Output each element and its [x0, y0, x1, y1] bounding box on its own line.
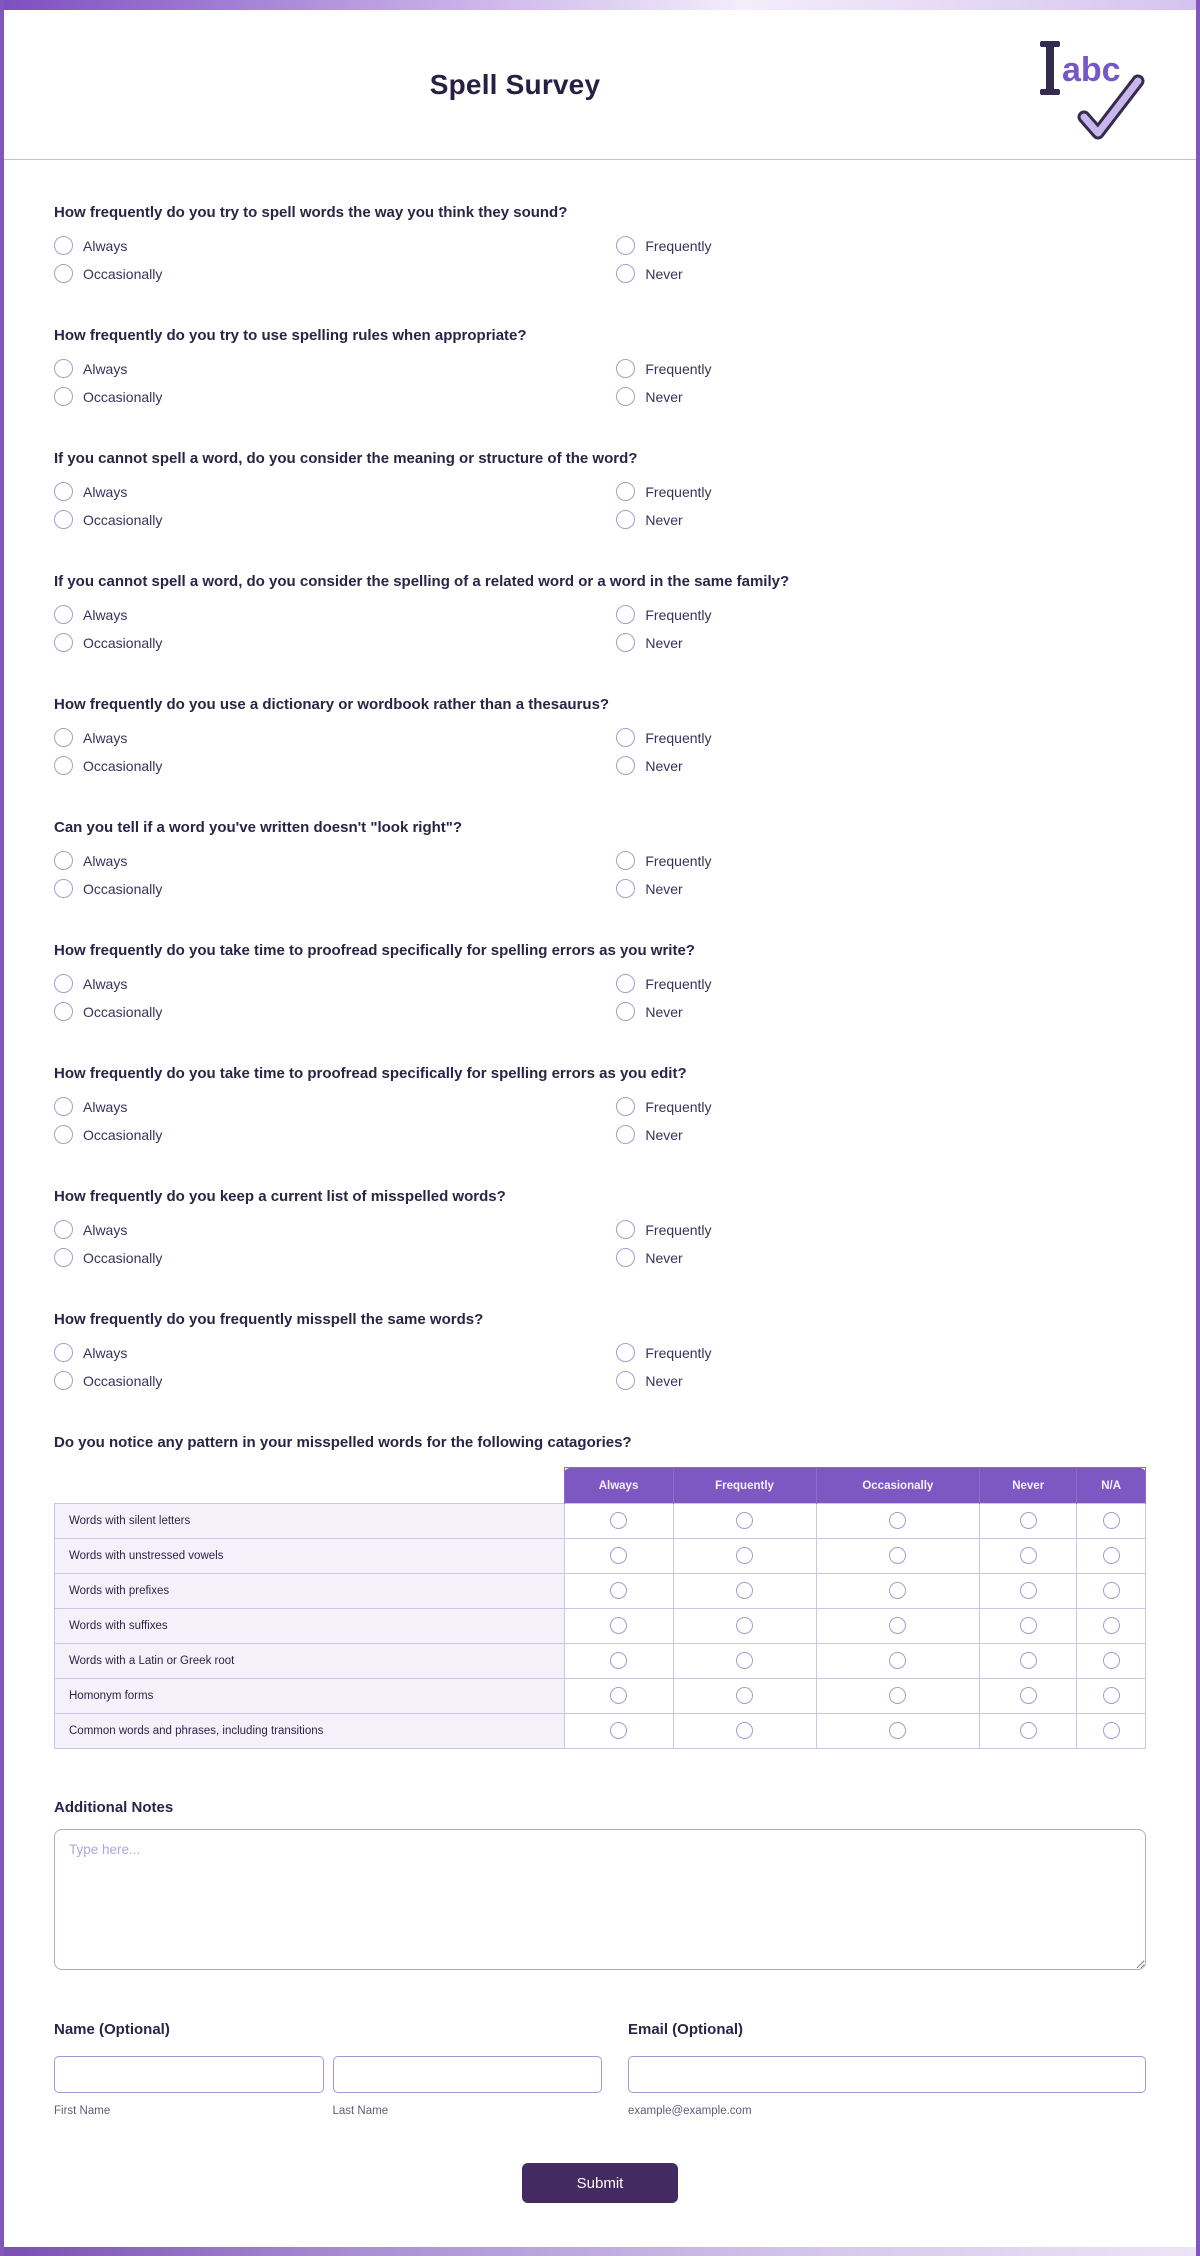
radio-icon[interactable] — [616, 1248, 635, 1267]
radio-option-never[interactable] — [616, 510, 1146, 529]
radio-option-label: Always — [83, 852, 128, 869]
radio-icon[interactable] — [1020, 1652, 1037, 1669]
radio-option-never[interactable] — [616, 633, 1146, 652]
matrix-corner-cell — [55, 1468, 565, 1504]
matrix-radio-cell-never[interactable] — [980, 1574, 1077, 1609]
question-block — [54, 573, 1146, 652]
contact-fields-row — [54, 2021, 1146, 2117]
question-options — [54, 359, 1146, 406]
matrix-radio-cell-na[interactable] — [1077, 1539, 1146, 1574]
matrix-column-header: Always — [564, 1468, 673, 1504]
radio-icon[interactable] — [1020, 1512, 1037, 1529]
radio-icon[interactable] — [1020, 1617, 1037, 1634]
radio-option-frequently[interactable] — [616, 236, 1146, 255]
radio-option-never[interactable] — [616, 1002, 1146, 1021]
radio-icon[interactable] — [1020, 1687, 1037, 1704]
radio-option-label: Frequently — [645, 1344, 712, 1361]
matrix-radio-cell-always[interactable] — [564, 1714, 673, 1749]
radio-icon[interactable] — [616, 879, 635, 898]
radio-icon[interactable] — [736, 1617, 753, 1634]
matrix-row-label: Words with a Latin or Greek root — [55, 1644, 565, 1679]
matrix-row — [55, 1714, 1146, 1749]
question-text: How frequently do you use a dictionary or wordbook rather than a thesaurus? — [54, 696, 610, 713]
radio-icon[interactable] — [54, 1220, 73, 1239]
radio-option-label: Never — [645, 388, 683, 405]
radio-option-never[interactable] — [616, 387, 1146, 406]
radio-option-never[interactable] — [616, 879, 1146, 898]
email-field-label: Email (Optional) — [628, 2021, 744, 2038]
radio-icon[interactable] — [610, 1687, 627, 1704]
question-options — [54, 605, 1146, 652]
radio-icon[interactable] — [736, 1722, 753, 1739]
question-text: How frequently do you keep a current list of misspelled words? — [54, 1188, 506, 1205]
matrix-radio-cell-na[interactable] — [1077, 1644, 1146, 1679]
matrix-radio-cell-frequently[interactable] — [673, 1504, 816, 1539]
matrix-row-label: Words with suffixes — [55, 1609, 565, 1644]
matrix-radio-cell-frequently[interactable] — [673, 1539, 816, 1574]
radio-icon[interactable] — [1103, 1687, 1120, 1704]
radio-icon[interactable] — [54, 605, 73, 624]
radio-icon[interactable] — [54, 633, 73, 652]
first-name-input[interactable] — [54, 2056, 324, 2093]
radio-icon[interactable] — [616, 1097, 635, 1116]
radio-option-always[interactable] — [54, 1220, 616, 1239]
matrix-row — [55, 1609, 1146, 1644]
radio-icon[interactable] — [736, 1687, 753, 1704]
radio-option-occasionally[interactable] — [54, 264, 616, 283]
radio-option-always[interactable] — [54, 1343, 616, 1362]
radio-option-frequently[interactable] — [616, 359, 1146, 378]
radio-icon[interactable] — [610, 1722, 627, 1739]
radio-option-always[interactable] — [54, 359, 616, 378]
radio-icon[interactable] — [54, 756, 73, 775]
question-block — [54, 942, 1146, 1021]
radio-icon[interactable] — [616, 851, 635, 870]
radio-icon[interactable] — [616, 1371, 635, 1390]
radio-option-always[interactable] — [54, 1097, 616, 1116]
radio-icon[interactable] — [54, 359, 73, 378]
matrix-column-header: Occasionally — [816, 1468, 980, 1504]
radio-icon[interactable] — [616, 728, 635, 747]
radio-option-frequently[interactable] — [616, 1343, 1146, 1362]
radio-option-label: Never — [645, 1249, 683, 1266]
question-block — [54, 450, 1146, 529]
radio-option-label: Frequently — [645, 237, 712, 254]
matrix-radio-cell-frequently[interactable] — [673, 1574, 816, 1609]
radio-option-label: Frequently — [645, 360, 712, 377]
survey-body — [4, 160, 1196, 2235]
radio-icon[interactable] — [616, 264, 635, 283]
radio-icon[interactable] — [889, 1512, 906, 1529]
matrix-radio-cell-never[interactable] — [980, 1609, 1077, 1644]
radio-option-never[interactable] — [616, 1125, 1146, 1144]
matrix-radio-cell-frequently[interactable] — [673, 1714, 816, 1749]
radio-option-label: Never — [645, 880, 683, 897]
radio-option-label: Occasionally — [83, 880, 163, 897]
radio-option-label: Always — [83, 360, 128, 377]
radio-option-always[interactable] — [54, 482, 616, 501]
matrix-row-label: Words with unstressed vowels — [55, 1539, 565, 1574]
radio-option-occasionally[interactable] — [54, 1248, 616, 1267]
matrix-radio-cell-frequently[interactable] — [673, 1679, 816, 1714]
email-sublabel: example@example.com — [628, 2105, 752, 2117]
additional-notes-label: Additional Notes — [54, 1799, 174, 1816]
radio-icon[interactable] — [889, 1582, 906, 1599]
radio-option-label: Never — [645, 757, 683, 774]
matrix-column-header: N/A — [1077, 1468, 1146, 1504]
abc-spellcheck-icon — [1026, 29, 1166, 147]
question-options — [54, 1343, 1146, 1390]
matrix-radio-cell-always[interactable] — [564, 1609, 673, 1644]
radio-icon[interactable] — [1020, 1547, 1037, 1564]
radio-icon[interactable] — [616, 974, 635, 993]
radio-option-occasionally[interactable] — [54, 1371, 616, 1390]
radio-option-always[interactable] — [54, 851, 616, 870]
question-text: How frequently do you frequently misspell the same words? — [54, 1311, 484, 1328]
radio-option-label: Occasionally — [83, 634, 163, 651]
matrix-radio-cell-always[interactable] — [564, 1504, 673, 1539]
question-block — [54, 204, 1146, 283]
radio-option-label: Occasionally — [83, 1372, 163, 1389]
radio-option-label: Always — [83, 1098, 128, 1115]
matrix-row — [55, 1504, 1146, 1539]
radio-icon[interactable] — [54, 1343, 73, 1362]
matrix-row-label: Words with prefixes — [55, 1574, 565, 1609]
question-text: How frequently do you take time to proofread specifically for spelling errors as you write? — [54, 942, 695, 959]
matrix-radio-cell-na[interactable] — [1077, 1679, 1146, 1714]
matrix-radio-cell-na[interactable] — [1077, 1714, 1146, 1749]
radio-icon[interactable] — [1103, 1722, 1120, 1739]
matrix-radio-cell-occasionally[interactable] — [816, 1714, 980, 1749]
radio-option-occasionally[interactable] — [54, 1125, 616, 1144]
radio-icon[interactable] — [889, 1617, 906, 1634]
matrix-radio-cell-na[interactable] — [1077, 1609, 1146, 1644]
radio-option-label: Frequently — [645, 483, 712, 500]
radio-icon[interactable] — [616, 605, 635, 624]
radio-icon[interactable] — [736, 1652, 753, 1669]
radio-icon[interactable] — [54, 264, 73, 283]
matrix-question-text: Do you notice any pattern in your misspelled words for the following catagories? — [54, 1434, 632, 1451]
radio-icon[interactable] — [616, 387, 635, 406]
question-text: How frequently do you try to use spelling rules when appropriate? — [54, 327, 527, 344]
radio-option-never[interactable] — [616, 756, 1146, 775]
radio-icon[interactable] — [54, 974, 73, 993]
matrix-radio-cell-never[interactable] — [980, 1539, 1077, 1574]
question-options — [54, 728, 1146, 775]
radio-icon[interactable] — [54, 387, 73, 406]
question-options — [54, 1097, 1146, 1144]
matrix-radio-cell-frequently[interactable] — [673, 1609, 816, 1644]
name-field-label: Name (Optional) — [54, 2021, 170, 2038]
radio-icon[interactable] — [610, 1547, 627, 1564]
radio-option-never[interactable] — [616, 1371, 1146, 1390]
radio-option-label: Occasionally — [83, 1126, 163, 1143]
matrix-row-label: Words with silent letters — [55, 1504, 565, 1539]
radio-option-label: Frequently — [645, 1221, 712, 1238]
matrix-radio-cell-occasionally[interactable] — [816, 1539, 980, 1574]
matrix-radio-cell-never[interactable] — [980, 1714, 1077, 1749]
radio-icon[interactable] — [736, 1512, 753, 1529]
radio-icon[interactable] — [889, 1722, 906, 1739]
radio-icon[interactable] — [616, 756, 635, 775]
radio-option-frequently[interactable] — [616, 851, 1146, 870]
radio-icon[interactable] — [616, 359, 635, 378]
radio-icon[interactable] — [616, 1125, 635, 1144]
matrix-row — [55, 1644, 1146, 1679]
matrix-table — [54, 1467, 1146, 1749]
radio-option-always[interactable] — [54, 728, 616, 747]
question-block — [54, 819, 1146, 898]
radio-option-frequently[interactable] — [616, 728, 1146, 747]
radio-icon[interactable] — [736, 1547, 753, 1564]
radio-option-label: Always — [83, 975, 128, 992]
submit-button[interactable]: Submit — [522, 2163, 678, 2203]
radio-icon[interactable] — [616, 633, 635, 652]
radio-icon[interactable] — [1103, 1547, 1120, 1564]
matrix-radio-cell-occasionally[interactable] — [816, 1504, 980, 1539]
radio-icon[interactable] — [616, 236, 635, 255]
question-block — [54, 696, 1146, 775]
radio-icon[interactable] — [54, 851, 73, 870]
radio-option-label: Frequently — [645, 975, 712, 992]
radio-option-frequently[interactable] — [616, 974, 1146, 993]
matrix-radio-cell-always[interactable] — [564, 1539, 673, 1574]
radio-icon[interactable] — [610, 1582, 627, 1599]
matrix-column-header: Never — [980, 1468, 1077, 1504]
radio-option-occasionally[interactable] — [54, 1002, 616, 1021]
radio-icon[interactable] — [54, 879, 73, 898]
radio-icon[interactable] — [54, 1371, 73, 1390]
radio-option-occasionally[interactable] — [54, 756, 616, 775]
radio-option-label: Occasionally — [83, 757, 163, 774]
radio-icon[interactable] — [736, 1582, 753, 1599]
radio-icon[interactable] — [616, 510, 635, 529]
radio-icon[interactable] — [54, 236, 73, 255]
question-text: Can you tell if a word you've written doesn't "look right"? — [54, 819, 463, 836]
radio-icon[interactable] — [54, 1248, 73, 1267]
radio-icon[interactable] — [1103, 1652, 1120, 1669]
radio-option-never[interactable] — [616, 1248, 1146, 1267]
question-options — [54, 1220, 1146, 1267]
submit-row — [54, 2163, 1146, 2235]
radio-option-label: Occasionally — [83, 1003, 163, 1020]
radio-icon[interactable] — [1020, 1582, 1037, 1599]
email-input[interactable] — [628, 2056, 1146, 2093]
radio-icon[interactable] — [610, 1617, 627, 1634]
radio-icon[interactable] — [1103, 1617, 1120, 1634]
question-list — [54, 204, 1146, 1390]
matrix-radio-cell-always[interactable] — [564, 1574, 673, 1609]
matrix-column-header: Frequently — [673, 1468, 816, 1504]
radio-option-label: Never — [645, 511, 683, 528]
matrix-radio-cell-occasionally[interactable] — [816, 1574, 980, 1609]
matrix-radio-cell-always[interactable] — [564, 1644, 673, 1679]
radio-icon[interactable] — [889, 1687, 906, 1704]
radio-icon[interactable] — [54, 1097, 73, 1116]
matrix-radio-cell-never[interactable] — [980, 1679, 1077, 1714]
radio-option-occasionally[interactable] — [54, 510, 616, 529]
question-text: How frequently do you take time to proofread specifically for spelling errors as you edit? — [54, 1065, 687, 1082]
question-text: If you cannot spell a word, do you consider the spelling of a related word or a word in the same family? — [54, 573, 790, 590]
last-name-input[interactable] — [333, 2056, 603, 2093]
radio-icon[interactable] — [1020, 1722, 1037, 1739]
radio-option-label: Frequently — [645, 729, 712, 746]
radio-icon[interactable] — [1103, 1582, 1120, 1599]
radio-icon[interactable] — [610, 1652, 627, 1669]
question-text: If you cannot spell a word, do you consider the meaning or structure of the word? — [54, 450, 638, 467]
last-name-sublabel: Last Name — [332, 2105, 389, 2117]
radio-icon[interactable] — [54, 1002, 73, 1021]
radio-option-label: Never — [645, 1003, 683, 1020]
matrix-radio-cell-occasionally[interactable] — [816, 1609, 980, 1644]
radio-option-label: Frequently — [645, 1098, 712, 1115]
radio-option-occasionally[interactable] — [54, 633, 616, 652]
radio-option-label: Always — [83, 1344, 128, 1361]
radio-option-frequently[interactable] — [616, 1220, 1146, 1239]
matrix-row — [55, 1539, 1146, 1574]
additional-notes-input[interactable] — [54, 1829, 1146, 1970]
radio-option-always[interactable] — [54, 236, 616, 255]
radio-icon[interactable] — [54, 482, 73, 501]
radio-icon[interactable] — [889, 1547, 906, 1564]
radio-option-always[interactable] — [54, 974, 616, 993]
question-block — [54, 1065, 1146, 1144]
radio-option-label: Always — [83, 483, 128, 500]
email-field-group — [628, 2021, 1146, 2117]
radio-option-occasionally[interactable] — [54, 387, 616, 406]
radio-icon[interactable] — [610, 1512, 627, 1529]
question-block — [54, 1188, 1146, 1267]
matrix-radio-cell-occasionally[interactable] — [816, 1644, 980, 1679]
bottom-gradient-bar — [4, 2247, 1196, 2256]
first-name-sublabel: First Name — [54, 2105, 111, 2117]
question-block — [54, 327, 1146, 406]
radio-option-label: Always — [83, 606, 128, 623]
radio-option-never[interactable] — [616, 264, 1146, 283]
additional-notes-section — [54, 1799, 1146, 1975]
survey-header — [4, 10, 1196, 160]
radio-option-occasionally[interactable] — [54, 879, 616, 898]
radio-option-frequently[interactable] — [616, 482, 1146, 501]
radio-option-label: Never — [645, 1372, 683, 1389]
page-title: Spell Survey — [429, 68, 601, 100]
matrix-radio-cell-never[interactable] — [980, 1644, 1077, 1679]
radio-option-label: Occasionally — [83, 388, 163, 405]
matrix-question — [54, 1434, 1146, 1749]
radio-option-label: Never — [645, 265, 683, 282]
radio-option-label: Always — [83, 237, 128, 254]
radio-icon[interactable] — [54, 728, 73, 747]
name-field-group — [54, 2021, 602, 2117]
question-text: How frequently do you try to spell words the way you think they sound? — [54, 204, 568, 221]
matrix-row-label: Common words and phrases, including transitions — [55, 1714, 565, 1749]
radio-option-label: Occasionally — [83, 511, 163, 528]
radio-option-label: Frequently — [645, 606, 712, 623]
matrix-row — [55, 1679, 1146, 1714]
radio-icon[interactable] — [1103, 1512, 1120, 1529]
top-gradient-bar — [4, 0, 1196, 10]
radio-option-label: Always — [83, 729, 128, 746]
matrix-row — [55, 1574, 1146, 1609]
radio-option-label: Frequently — [645, 852, 712, 869]
radio-icon[interactable] — [54, 1125, 73, 1144]
question-options — [54, 236, 1146, 283]
radio-icon[interactable] — [889, 1652, 906, 1669]
radio-option-always[interactable] — [54, 605, 616, 624]
matrix-radio-cell-occasionally[interactable] — [816, 1679, 980, 1714]
radio-icon[interactable] — [616, 1220, 635, 1239]
radio-option-label: Occasionally — [83, 1249, 163, 1266]
matrix-radio-cell-never[interactable] — [980, 1504, 1077, 1539]
radio-icon[interactable] — [54, 510, 73, 529]
matrix-radio-cell-frequently[interactable] — [673, 1644, 816, 1679]
question-options — [54, 974, 1146, 1021]
matrix-radio-cell-na[interactable] — [1077, 1574, 1146, 1609]
svg-text:abc: abc — [1062, 50, 1121, 89]
question-options — [54, 851, 1146, 898]
question-block — [54, 1311, 1146, 1390]
radio-option-label: Never — [645, 634, 683, 651]
radio-icon[interactable] — [616, 482, 635, 501]
radio-option-frequently[interactable] — [616, 1097, 1146, 1116]
radio-option-label: Never — [645, 1126, 683, 1143]
matrix-row-label: Homonym forms — [55, 1679, 565, 1714]
matrix-radio-cell-always[interactable] — [564, 1679, 673, 1714]
radio-option-frequently[interactable] — [616, 605, 1146, 624]
question-options — [54, 482, 1146, 529]
matrix-radio-cell-na[interactable] — [1077, 1504, 1146, 1539]
radio-option-label: Occasionally — [83, 265, 163, 282]
radio-icon[interactable] — [616, 1002, 635, 1021]
radio-icon[interactable] — [616, 1343, 635, 1362]
radio-option-label: Always — [83, 1221, 128, 1238]
